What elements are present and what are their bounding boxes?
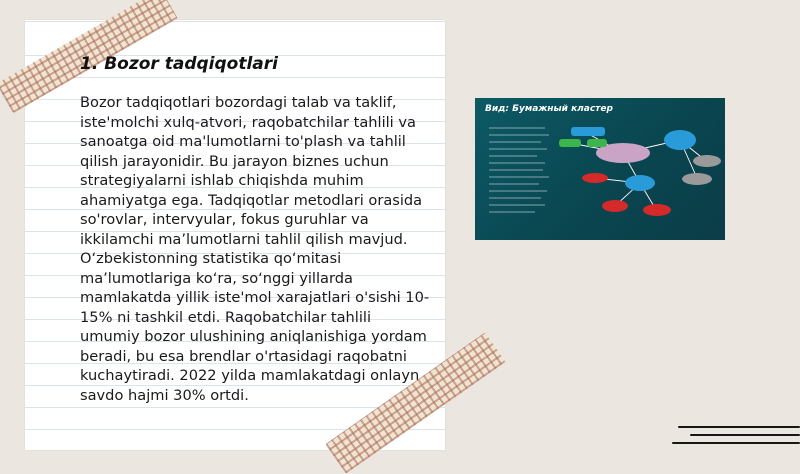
blue-node-top	[571, 127, 605, 136]
section-heading: 1. Bozor tadqiqotlari	[80, 54, 278, 74]
gray-node-lower	[682, 173, 712, 185]
red-node-right	[643, 204, 671, 216]
green-node-left	[559, 139, 581, 147]
blue-node-right	[664, 130, 696, 150]
decorative-line	[678, 426, 800, 428]
red-node-bottom	[602, 200, 628, 212]
green-node-small	[587, 139, 607, 147]
body-paragraph: Bozor tadqiqotlari bozordagi talab va taklif, iste'molchi xulq-atvori, raqobatchilar tahlili va sanoatga oid ma'lumotlarni to'plash va tahlil qilish jarayonidir. Bu jarayon biznes uchun strategiyalarni ishlab chiqishda muhim ahamiyatga ega. Tadqiqotlar metodlari orasida so'rovlar, intervyular, fokus guruhlar va ikkilamchi ma’lumotlarni tahlil qilish mavjud. O‘zbekistonning statistika qo‘mitasi ma’lumotlariga ko‘ra, so‘nggi yillarda mamlakatda yillik iste'mol xarajatlari o'sishi 10-15% ni tashkil etdi. Raqobatchilar tahlili umumiy bozor ulushining aniqlanishiga yordam beradi, bu esa brendlar o'rtasidagi raqobatni kuchaytiradi. 2022 yilda mamlakatdagi onlayn savdo hajmi 30% ortdi.	[80, 94, 430, 404]
decorative-line	[690, 434, 800, 436]
decorative-line	[672, 442, 800, 444]
slide-title: Вид: Бумажный кластер	[485, 104, 613, 114]
red-node-left	[582, 173, 608, 183]
cluster-slide-image	[475, 98, 725, 240]
blue-node-bottom	[625, 175, 655, 191]
gray-node-right	[693, 155, 721, 167]
cluster-text-lines	[489, 128, 549, 212]
cluster-diagram	[475, 98, 725, 240]
